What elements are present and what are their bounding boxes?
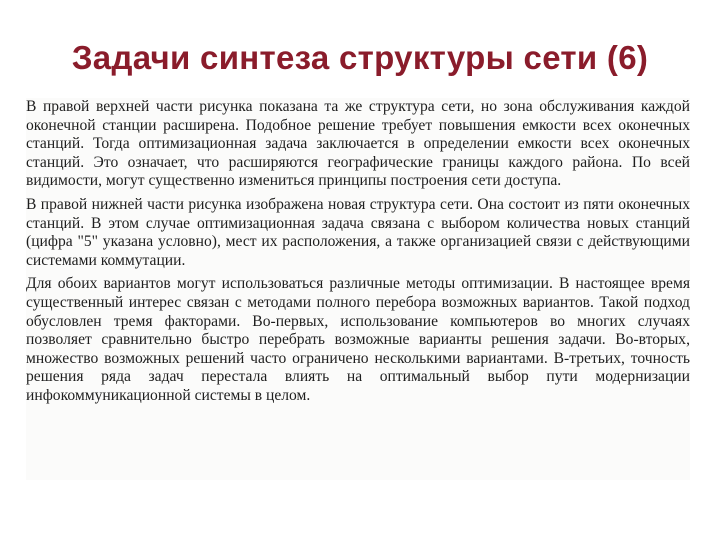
paragraph-2: В правой нижней части рисунка изображена новая структура сети. Она состоит из пяти оконечных станций. В этом случае оптимизационная задача связана с выбором количества новых станций (цифра "5" указана условно), мест их расположения, а также организацией связи с действующими системами коммутации. xyxy=(26,195,690,269)
paragraph-3: Для обоих вариантов могут использоваться различные методы оптимизации. В настоящее время существенный интерес связан с методами полного перебора возможных вариантов. Такой подход обусловлен тремя факторами. Во-первых, использование компьютеров во многих случаях позволяет сравнительно быстро перебрать возможные варианты решения задачи. Во-вторых, множество возможных решений часто ограничено несколькими вариантами. В-третьих, точность решения ряда задач перестала влиять на оптимальный выбор пути модернизации инфокоммуникационной системы в целом. xyxy=(26,275,690,404)
paragraph-1: В правой верхней части рисунка показана та же структура сети, но зона обслуживания каждой оконечной станции расширена. Подобное решение требует повышения емкости всех оконечных станций. Тогда оптимизационная задача заключается в определении емкости всех оконечных станций. Это означает, что расширяются географические границы каждого района. По всей видимости, могут существенно измениться принципы построения сети доступа. xyxy=(26,98,690,190)
scanned-text-block xyxy=(26,98,690,480)
slide-title: Задачи синтеза структуры сети (6) xyxy=(71,39,649,77)
